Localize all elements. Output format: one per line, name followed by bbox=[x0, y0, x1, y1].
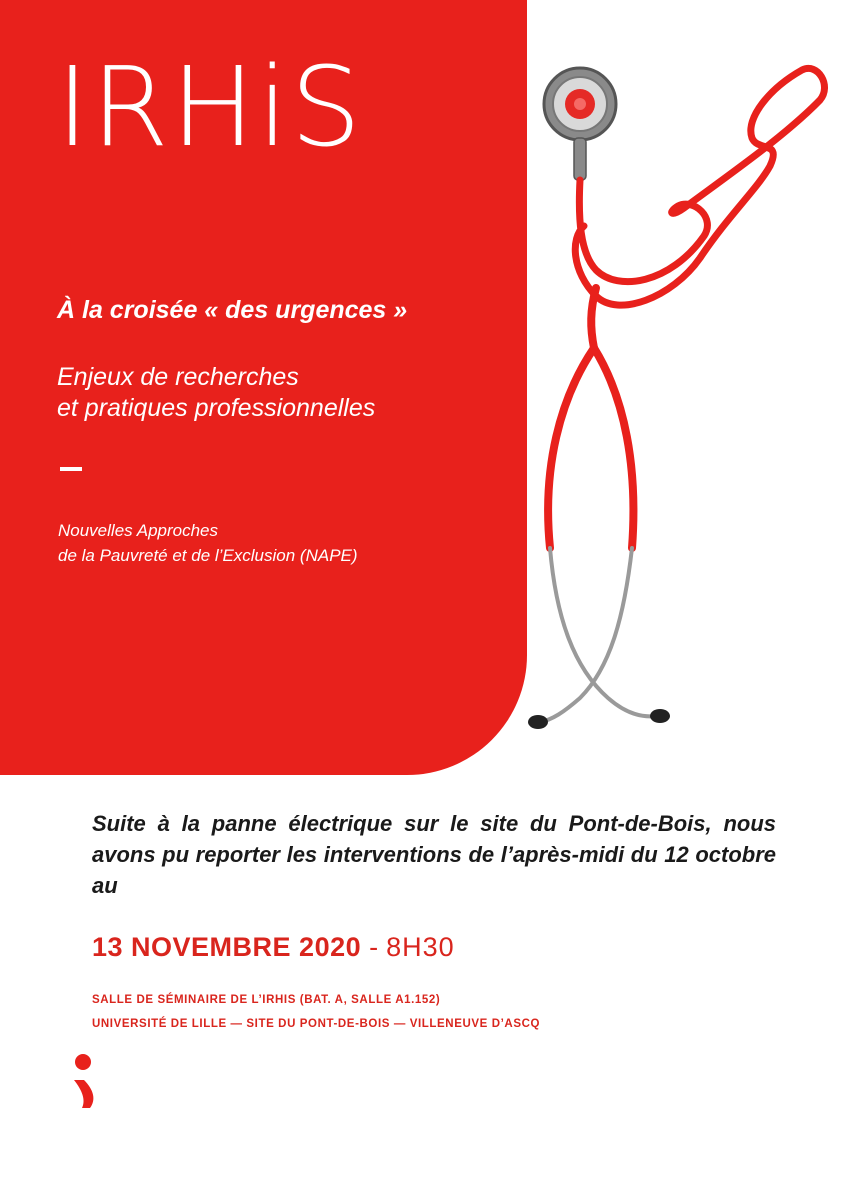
university-mark-icon bbox=[70, 1052, 100, 1112]
postponement-notice: Suite à la panne électrique sur le site du Pont-de-Bois, nous avons pu reporter les interventions de l’après-midi du 12 octobre au bbox=[92, 811, 776, 898]
venue-address: UNIVERSITÉ DE LILLE — SITE DU PONT-DE-BOIS — VILLENEUVE D’ASCQ bbox=[92, 1018, 541, 1030]
event-title: À la croisée « des urgences » bbox=[57, 296, 408, 324]
date-time-separator: - bbox=[369, 932, 379, 962]
program-line-1: Nouvelles Approches bbox=[58, 521, 219, 540]
header-panel bbox=[0, 0, 527, 775]
program-line-2: de la Pauvreté et de l’Exclusion (NAPE) bbox=[58, 546, 358, 565]
venue-room: SALLE DE SÉMINAIRE DE L’IRHIS (BAT. A, SALLE A1.152) bbox=[92, 994, 441, 1006]
event-date: 13 NOVEMBRE 2020 bbox=[92, 932, 362, 962]
venue-info bbox=[92, 988, 540, 1036]
event-date-line bbox=[92, 931, 455, 963]
subtitle-line-1: Enjeux de recherches bbox=[57, 363, 299, 391]
event-time: 8H30 bbox=[386, 932, 455, 962]
program-name bbox=[58, 518, 358, 568]
stethoscope-telephone-icon bbox=[520, 48, 840, 748]
event-subtitle bbox=[57, 362, 375, 424]
subtitle-line-2: et pratiques professionnelles bbox=[57, 394, 376, 422]
divider-dash bbox=[60, 467, 82, 471]
irhis-logo: IRHiS bbox=[56, 44, 364, 172]
